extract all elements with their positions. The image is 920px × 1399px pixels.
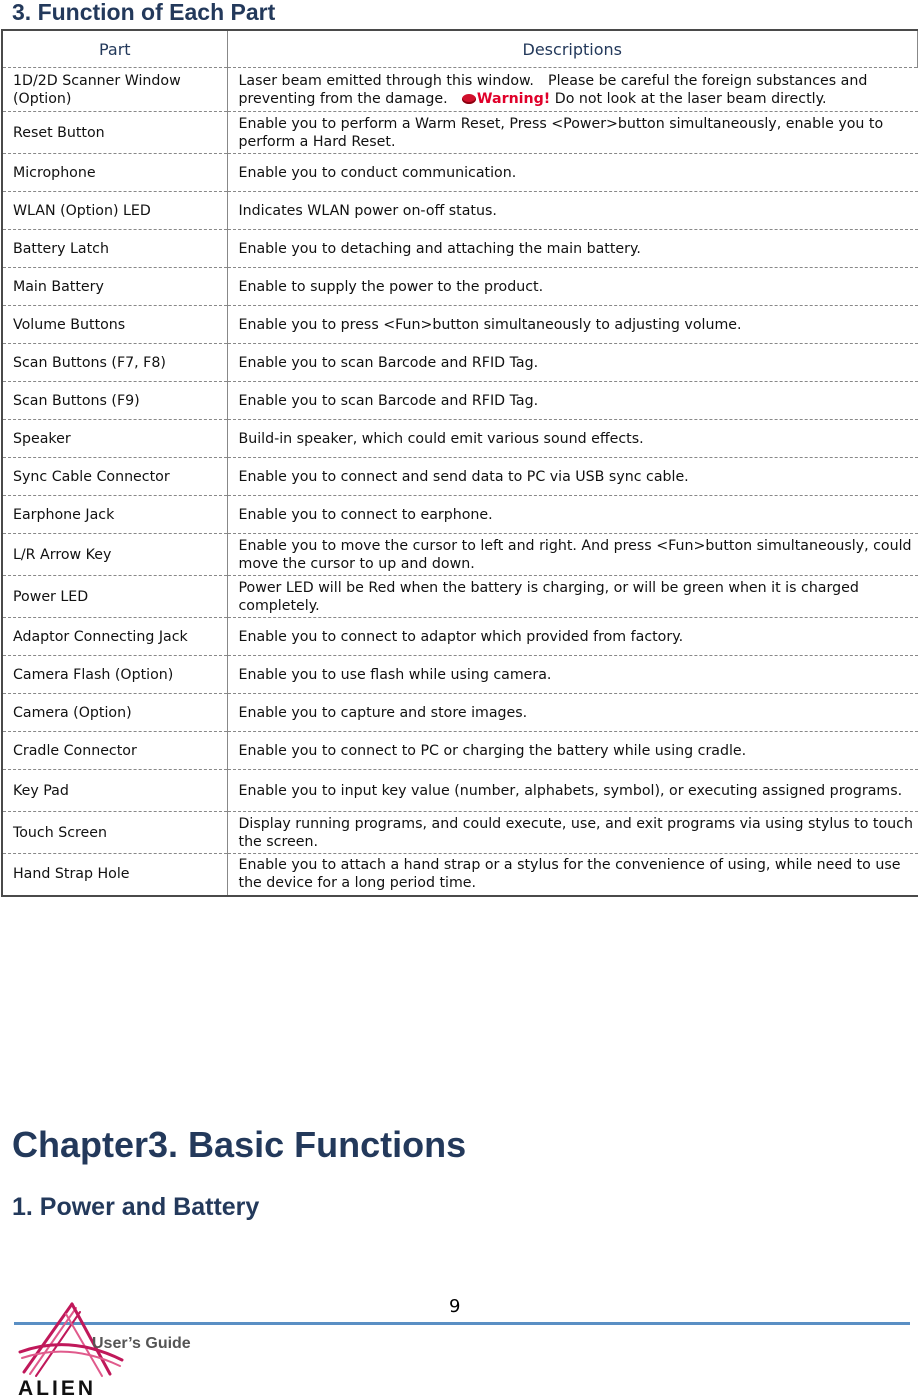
part-name-cell: Camera Flash (Option) <box>2 656 227 694</box>
part-name-cell: Power LED <box>2 576 227 618</box>
part-name-cell: Key Pad <box>2 770 227 812</box>
part-description-cell: Enable you to move the cursor to left and right. And press <Fun>button simultaneously, could move the cursor to up and down. <box>227 534 918 576</box>
table-row <box>2 694 918 732</box>
table-row <box>2 344 918 382</box>
descriptions-column-header: Descriptions <box>227 30 918 68</box>
part-name-cell: 1D/2D Scanner Window (Option) <box>2 68 227 112</box>
table-row <box>2 68 918 112</box>
table-row <box>2 192 918 230</box>
table-row <box>2 154 918 192</box>
part-description-cell: Enable you to connect to PC or charging the battery while using cradle. <box>227 732 918 770</box>
table-row <box>2 576 918 618</box>
table-row <box>2 656 918 694</box>
table-row <box>2 382 918 420</box>
part-description-cell: Enable you to scan Barcode and RFID Tag. <box>227 382 918 420</box>
part-name-cell: WLAN (Option) LED <box>2 192 227 230</box>
part-description-cell: Enable you to connect and send data to PC via USB sync cable. <box>227 458 918 496</box>
description-text: Do not look at the laser beam directly. <box>550 90 827 107</box>
part-description-cell: Power LED will be Red when the battery is charging, or will be green when it is charged completely. <box>227 576 918 618</box>
part-description-cell: Enable you to input key value (number, alphabets, symbol), or executing assigned programs. <box>227 770 918 812</box>
part-description-cell: Enable you to perform a Warm Reset, Press <Power>button simultaneously, enable you to perform a Hard Reset. <box>227 112 918 154</box>
part-name-cell: Microphone <box>2 154 227 192</box>
part-description-cell: Display running programs, and could execute, use, and exit programs via using stylus to touch the screen. <box>227 812 918 854</box>
chapter-title: Chapter3. Basic Functions <box>12 1124 467 1165</box>
page-number: 9 <box>449 1296 461 1317</box>
table-row <box>2 496 918 534</box>
svg-text:ALIEN: ALIEN <box>18 1377 96 1398</box>
warning-label: Warning! <box>476 90 551 107</box>
part-column-header: Part <box>2 30 227 68</box>
table-row <box>2 230 918 268</box>
table-row <box>2 854 918 896</box>
part-name-cell: Earphone Jack <box>2 496 227 534</box>
section-subtitle: 1. Power and Battery <box>12 1193 260 1221</box>
table-row <box>2 420 918 458</box>
part-name-cell: Main Battery <box>2 268 227 306</box>
part-name-cell: Scan Buttons (F7, F8) <box>2 344 227 382</box>
part-name-cell: Volume Buttons <box>2 306 227 344</box>
part-description-cell: Enable you to attach a hand strap or a stylus for the convenience of using, while need to use the device for a long period time. <box>238 857 901 892</box>
part-description-cell: Indicates WLAN power on-off status. <box>227 192 918 230</box>
table-row <box>2 112 918 154</box>
part-name-cell: Speaker <box>2 420 227 458</box>
part-name-cell: Cradle Connector <box>2 732 227 770</box>
part-name-cell: Battery Latch <box>2 230 227 268</box>
description-text: Laser beam emitted through this window. Please be careful the foreign substances and preventing from the damage. <box>238 72 868 107</box>
part-name-cell: Adaptor Connecting Jack <box>2 618 227 656</box>
table-row <box>2 306 918 344</box>
part-description-cell: Enable you to connect to adaptor which provided from factory. <box>227 618 918 656</box>
part-description-cell: Enable you to press <Fun>button simultaneously to adjusting volume. <box>227 306 918 344</box>
part-description-cell: Enable you to use flash while using camera. <box>227 656 918 694</box>
table-header-row <box>2 30 918 68</box>
table-row <box>2 458 918 496</box>
footer-divider <box>14 1322 910 1325</box>
warning-icon <box>462 94 476 104</box>
part-name-cell: Hand Strap Hole <box>2 854 227 896</box>
part-description-cell: Enable you to capture and store images. <box>227 694 918 732</box>
part-description-cell: Enable you to conduct communication. <box>227 154 918 192</box>
table-row <box>2 268 918 306</box>
users-guide-label: User’s Guide <box>92 1335 191 1352</box>
part-name-cell: Sync Cable Connector <box>2 458 227 496</box>
part-description-cell: Enable you to detaching and attaching the main battery. <box>227 230 918 268</box>
part-description-cell: Enable you to connect to earphone. <box>227 496 918 534</box>
part-name-cell: Scan Buttons (F9) <box>2 382 227 420</box>
table-row <box>2 812 918 854</box>
table-row <box>2 770 918 812</box>
table-row <box>2 534 918 576</box>
part-name-cell: Camera (Option) <box>2 694 227 732</box>
part-description-cell: Enable you to scan Barcode and RFID Tag. <box>227 344 918 382</box>
part-name-cell: Touch Screen <box>2 812 227 854</box>
table-row <box>2 732 918 770</box>
part-name-cell: L/R Arrow Key <box>2 534 227 576</box>
parts-table <box>1 29 918 897</box>
part-name-cell: Reset Button <box>2 112 227 154</box>
table-row <box>2 618 918 656</box>
part-description-cell: Enable to supply the power to the product. <box>227 268 918 306</box>
part-description-cell: Build-in speaker, which could emit various sound effects. <box>227 420 918 458</box>
part-description-cell <box>227 68 918 112</box>
section-title: 3. Function of Each Part <box>12 0 276 25</box>
